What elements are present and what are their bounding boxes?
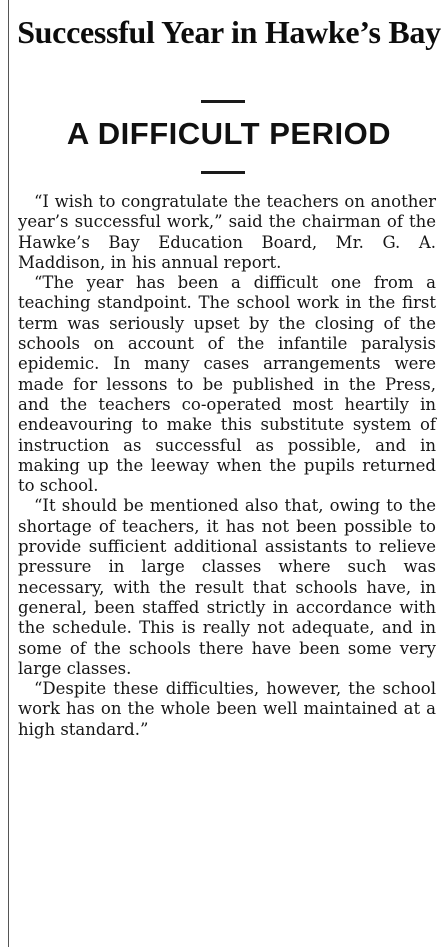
headline: Successful Year in Hawke’s Bay — [17, 14, 441, 50]
headline-divider — [201, 100, 245, 103]
column-rule — [8, 0, 9, 947]
subheadline: A DIFFICULT PERIOD — [66, 116, 392, 151]
article-body — [18, 192, 436, 740]
subheadline-divider — [201, 171, 245, 174]
paragraph: “Despite these difficulties, however, the school work has on the whole been well maintained at a high standard.” — [18, 679, 436, 739]
paragraph: “It should be mentioned also that, owing to the shortage of teachers, it has not been possible to provide sufficient additional assistants to relieve pressure in large classes where such was necessary, with the result that schools have, in general, been staffed strictly in accordance with the schedule. This is really not adequate, and in some of the schools there have been some very large classes. — [18, 496, 436, 678]
paragraph: “I wish to congratulate the teachers on another year’s successful work,” said the chairman of the Hawke’s Bay Education Board, Mr. G. A. Maddison, in his annual report. — [18, 192, 436, 272]
paragraph: “The year has been a difficult one from a teaching standpoint. The school work in the first term was seriously upset by the closing of the schools on account of the infantile paralysis epidemic. In many cases arrangements were made for lessons to be published in the Press, and the teachers co-operated most heartily in endeavouring to make this substitute system of instruction as successful as possible, and in making up the leeway when the pupils returned to school. — [18, 273, 436, 496]
